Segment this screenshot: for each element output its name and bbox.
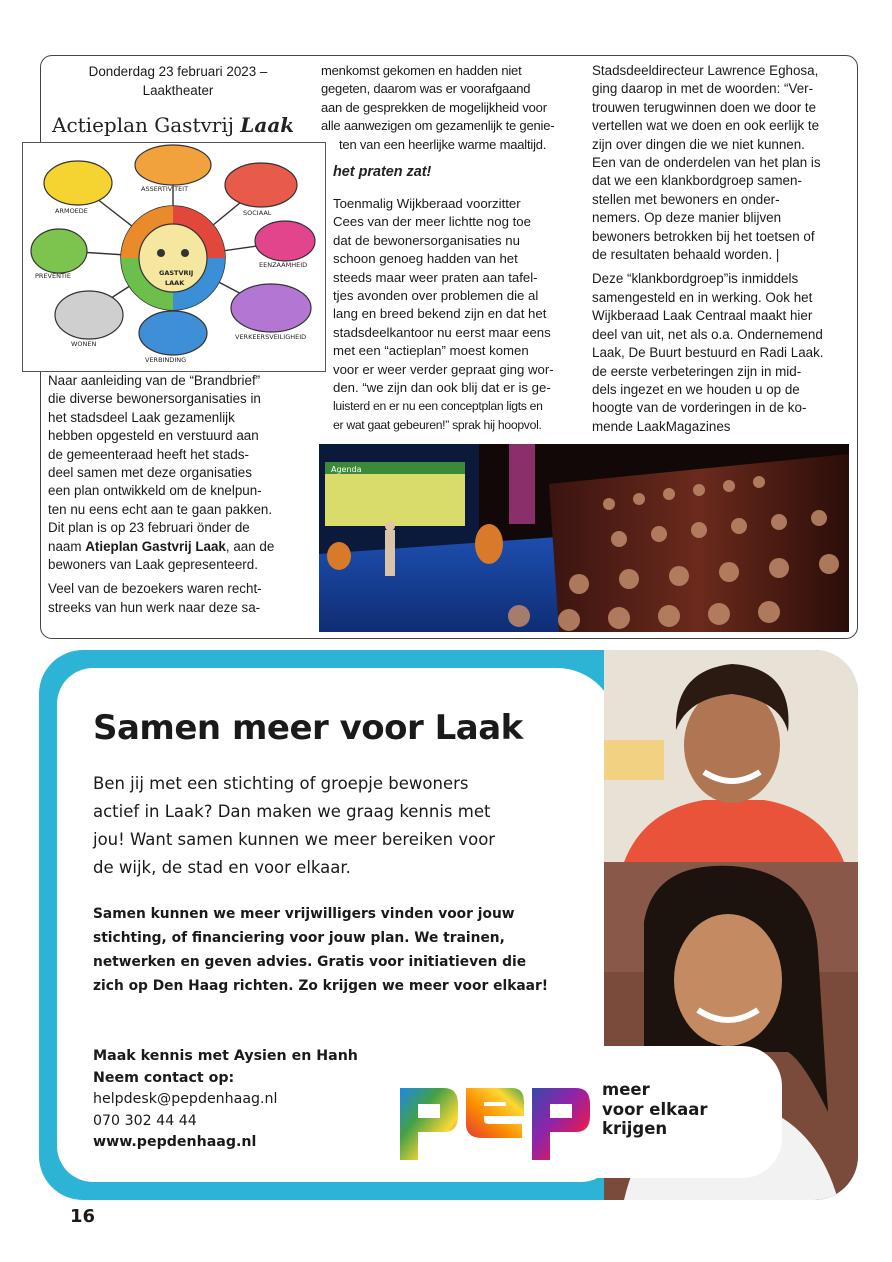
cartoon-label-assertiviteit: ASSERTIVITEIT bbox=[141, 185, 189, 193]
article-date: Donderdag 23 februari 2023 – Laaktheater bbox=[88, 64, 268, 98]
cartoon-label-eenzaamheid: EENZAAMHEID bbox=[259, 261, 308, 269]
article-column-2-body: Toenmalig Wijkberaad voorzitter Cees van der meer lichtte nog toe dat de bewonersorganisaties nu schoon genoeg hadden van het steeds maar weer praten aan tafel- tjes avonden over problemen die al lang en breed bekend zijn en dat het stadsdeelkantoor nu eerst maar eens met een “actieplan” moest komen voor er weer verder gepraat ging wor- den. “we zijn dan ook blij dat er is ge- luisterd en er nu een conceptplan ligts en er wat gaat gebeuren!” sprak hij hoopvol. bbox=[333, 196, 554, 432]
article-column-3: Stadsdeeldirecteur Lawrence Eghosa, ging daarop in met de woorden: “Ver- trouwen terugwinnen doen we door te vertellen wat we doen en ook eerlijk te zijn over dingen die we niet kunnen. Een van de onderdelen van het plan is dat we een klankbordgroep samen- stellen met bewoners en onder- nemers. Op deze manier blijven bewoners betrokken bij het toetsen of de resultaten behaald worden. | Deze “klankbordgroep”is inmiddels samengesteld en in werking. Ook het Wijkberaad Laak Centraal maakt hier deel van uit, net als o.a. Ondernemend Laak, De Buurt bestuurd en Radi Laak. de eerste verbeteringen zijn in mid- dels ingezet en we houden u op de hoogte van de vorderingen in de ko- mende LaakMagazines bbox=[592, 63, 824, 434]
cartoon-label-verkeersveiligheid: VERKEERSVEILIGHEID bbox=[235, 333, 307, 341]
ad-body-text: Samen kunnen we meer vrijwilligers vinden voor jouw stichting, of financiering voor jouw plan. We trainen, netwerken en geven advies. Gratis voor initiatieven die zich op Den Haag richten. Zo krijgen we meer voor elkaar! bbox=[93, 906, 549, 994]
event-photo bbox=[319, 444, 849, 632]
cartoon-label-laak: LAAK bbox=[165, 279, 185, 287]
cartoon-label-armoede: ARMOEDE bbox=[55, 207, 88, 215]
contact-email-link[interactable]: helpdesk@pepdenhaag.nl bbox=[93, 1091, 278, 1107]
contact-phone[interactable]: 070 302 44 44 bbox=[93, 1112, 197, 1129]
ad-contact-block bbox=[93, 1046, 393, 1154]
cartoon-label-wonen: WONEN bbox=[71, 340, 97, 348]
article-title-emphasis: Laak bbox=[240, 113, 295, 137]
speaker-figure bbox=[385, 530, 395, 576]
center-wheel bbox=[121, 206, 225, 310]
page-number: 16 bbox=[70, 1206, 96, 1227]
cartoon-label-verbinding: VERBINDING bbox=[145, 356, 187, 364]
mind-map-drawing bbox=[23, 143, 324, 370]
article-subhead: het praten zat! bbox=[333, 164, 432, 180]
article-column-1: Naar aanleiding van de “Brandbrief” die diverse bewonersorganisaties in het stadsdeel Laak gezamenlijk hebben opgesteld en verstuurd aan de gemeenteraad heeft het stads- deel samen met deze organisaties een plan ontwikkeld om de knelpun- ten nu eens echt aan te gaan pakken. Dit plan is op 23 februari önder de naam Atieplan Gastvrij Laak, aan de bewoners van Laak gepresenteerd. Veel van de bezoekers waren recht- streeks van hun werk naar deze sa- bbox=[48, 373, 275, 615]
ad-headline: Samen meer voor Laak bbox=[93, 708, 523, 748]
pep-tagline: meer voor elkaar krijgen bbox=[602, 1080, 708, 1138]
pep-logo bbox=[398, 1082, 594, 1162]
cartoon-label-sociaal: SOCIAAL bbox=[243, 209, 272, 217]
screen-title: Agenda bbox=[331, 465, 362, 474]
cartoon-illustration bbox=[22, 142, 326, 372]
cartoon-label-preventie: PREVENTIE bbox=[35, 272, 71, 280]
article-column-2-top: menkomst gekomen en hadden niet gegeten, daarom was er voorafgaand aan de gesprekken de mogelijkheid voor alle aanwezigen om gezamenlijk te genie- ten van een heerlijke warme maaltijd. bbox=[321, 63, 555, 152]
contact-intro: Maak kennis met Aysien en Hanh bbox=[93, 1048, 358, 1064]
contact-website-link[interactable]: www.pepdenhaag.nl bbox=[93, 1134, 257, 1150]
ad-lead-text: Ben jij met een stichting of groepje bewoners actief in Laak? Dan maken we graag kennis met jou! Want samen kunnen we meer bereiken voor de wijk, de stad en voor elkaar. bbox=[93, 774, 496, 877]
article-title: Actieplan Gastvrij Laak bbox=[52, 113, 295, 137]
theater-scene bbox=[319, 444, 849, 632]
contact-label: Neem contact op: bbox=[93, 1069, 235, 1086]
plan-name: Atieplan Gastvrij Laak bbox=[85, 538, 226, 554]
portrait-photo-aysien bbox=[604, 650, 858, 862]
cartoon-label-gastvrij: GASTVRIJ bbox=[159, 269, 194, 277]
